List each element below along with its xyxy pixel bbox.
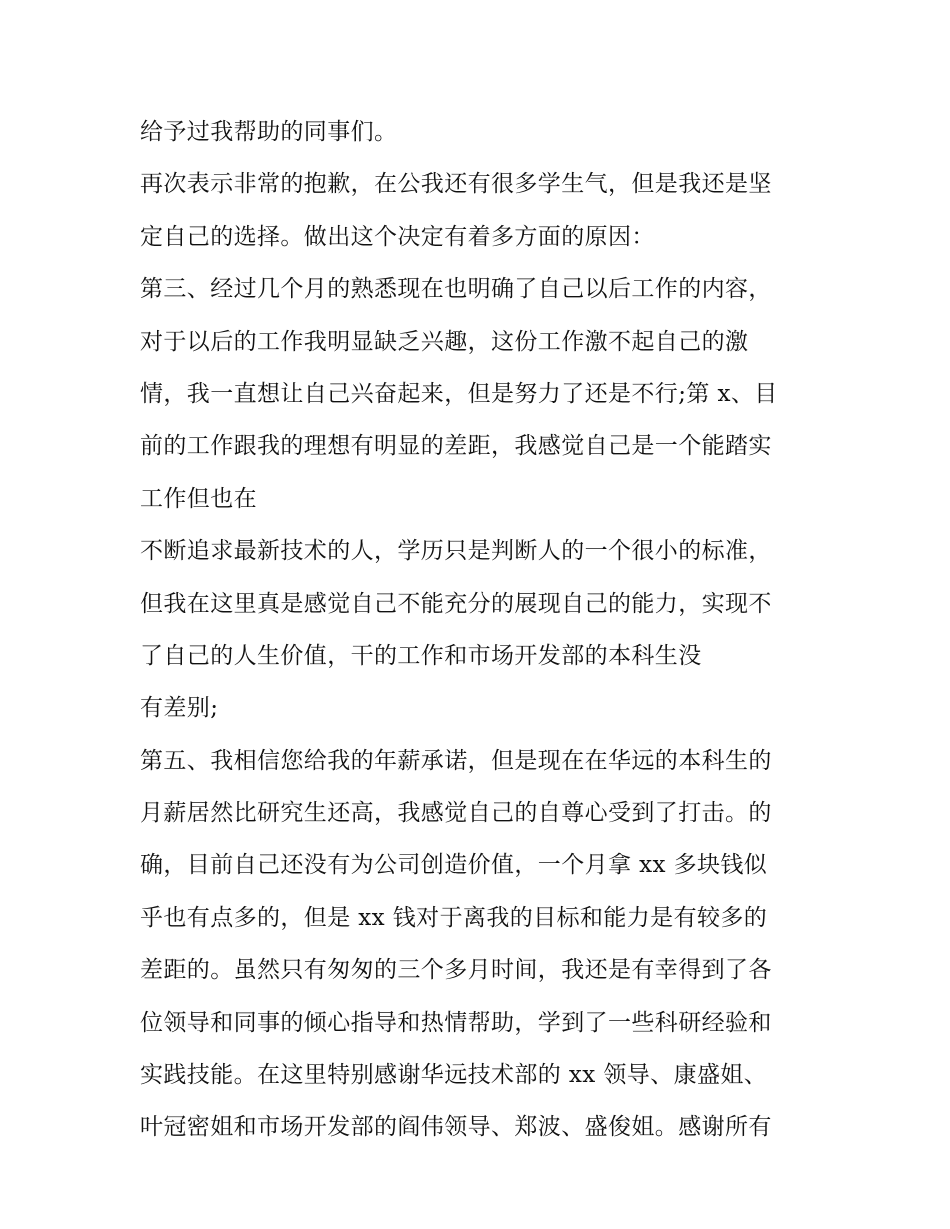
text-line: 第三、经过几个月的熟悉现在也明确了自己以后工作的内容， bbox=[140, 276, 772, 303]
text-line: 差距的。虽然只有匆匆的三个多月时间，我还是有幸得到了各 bbox=[140, 957, 772, 984]
text-line: 确，目前自己还没有为公司创造价值，一个月拿 xx 多块钱似 bbox=[140, 852, 768, 879]
text-line: 情，我一直想让自己兴奋起来，但是努力了还是不行;第 x、目 bbox=[140, 380, 778, 407]
text-line: 有差别; bbox=[140, 695, 219, 722]
text-line: 不断追求最新技术的人，学历只是判断人的一个很小的标准， bbox=[140, 538, 772, 565]
text-line: 叶冠密姐和市场开发部的阎伟领导、郑波、盛俊姐。感谢所有 bbox=[140, 1114, 772, 1141]
text-line: 但我在这里真是感觉自己不能充分的展现自己的能力，实现不 bbox=[140, 590, 772, 617]
text-line: 工作但也在 bbox=[140, 485, 257, 512]
text-line: 再次表示非常的抱歉，在公我还有很多学生气，但是我还是坚 bbox=[140, 171, 772, 198]
text-line: 对于以后的工作我明显缺乏兴趣，这份工作激不起自己的激 bbox=[140, 328, 749, 355]
text-line: 位领导和同事的倾心指导和热情帮助，学到了一些科研经验和 bbox=[140, 1009, 772, 1036]
body-text bbox=[140, 106, 830, 1154]
text-line: 前的工作跟我的理想有明显的差距，我感觉自己是一个能踏实 bbox=[140, 433, 772, 460]
text-line: 给予过我帮助的同事们。 bbox=[140, 119, 398, 145]
text-line: 实践技能。在这里特别感谢华远技术部的 xx 领导、康盛姐、 bbox=[140, 1062, 768, 1089]
text-line: 乎也有点多的，但是 xx 钱对于离我的目标和能力是有较多的 bbox=[140, 904, 768, 931]
text-line: 第五、我相信您给我的年薪承诺，但是现在在华远的本科生的 bbox=[140, 747, 772, 774]
text-line: 定自己的选择。做出这个决定有着多方面的原因： bbox=[140, 223, 655, 250]
text-line: 了自己的人生价值，干的工作和市场开发部的本科生没 bbox=[140, 642, 702, 669]
text-line: 月薪居然比研究生还高，我感觉自己的自尊心受到了打击。的 bbox=[140, 800, 772, 827]
